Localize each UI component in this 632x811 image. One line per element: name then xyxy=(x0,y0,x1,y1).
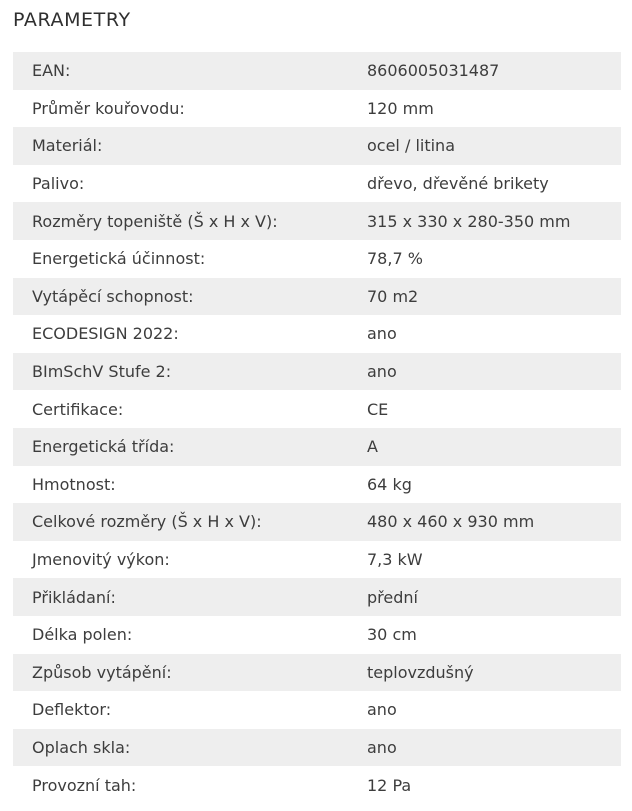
parameter-label: Energetická třída: xyxy=(32,437,175,457)
parameter-value: 8606005031487 xyxy=(367,61,500,81)
parameter-label: Přikládaní: xyxy=(32,587,116,607)
parameter-value: 64 kg xyxy=(367,474,412,494)
table-row xyxy=(13,278,621,316)
parameters-table xyxy=(13,52,621,804)
table-row xyxy=(13,766,621,804)
table-row xyxy=(13,616,621,654)
parameter-label: Jmenovitý výkon: xyxy=(32,550,170,570)
parameter-value: ano xyxy=(367,362,397,382)
table-row xyxy=(13,428,621,466)
parameter-value: A xyxy=(367,437,378,457)
table-row xyxy=(13,691,621,729)
parameter-label: ECODESIGN 2022: xyxy=(32,324,179,344)
table-row xyxy=(13,654,621,692)
parameter-label: Hmotnost: xyxy=(32,474,116,494)
table-row xyxy=(13,52,621,90)
parameter-label: Délka polen: xyxy=(32,625,133,645)
parameter-value: CE xyxy=(367,399,389,419)
section-title: PARAMETRY xyxy=(13,9,131,31)
parameter-label: Materiál: xyxy=(32,136,103,156)
parameter-value: dřevo, dřevěné brikety xyxy=(367,174,549,194)
parameter-label: Deflektor: xyxy=(32,700,112,720)
parameter-label: Oplach skla: xyxy=(32,737,131,757)
parameter-value: 315 x 330 x 280-350 mm xyxy=(367,211,571,231)
parameter-label: Certifikace: xyxy=(32,399,124,419)
parameter-label: Způsob vytápění: xyxy=(32,662,172,682)
parameter-label: Celkové rozměry (Š x H x V): xyxy=(32,512,262,532)
table-row xyxy=(13,165,621,203)
parameter-value: teplovzdušný xyxy=(367,662,474,682)
table-row xyxy=(13,202,621,240)
table-row xyxy=(13,390,621,428)
table-row xyxy=(13,353,621,391)
parameter-label: EAN: xyxy=(32,61,71,81)
table-row xyxy=(13,466,621,504)
table-row xyxy=(13,90,621,128)
parameter-value: 30 cm xyxy=(367,625,417,645)
parameter-value: 480 x 460 x 930 mm xyxy=(367,512,535,532)
parameter-value: 120 mm xyxy=(367,98,434,118)
table-row xyxy=(13,315,621,353)
parameter-label: Vytápěcí schopnost: xyxy=(32,286,194,306)
parameter-label: Energetická účinnost: xyxy=(32,249,206,269)
table-row xyxy=(13,127,621,165)
table-row xyxy=(13,541,621,579)
parameter-value: 78,7 % xyxy=(367,249,423,269)
parameter-label: Provozní tah: xyxy=(32,775,137,795)
table-row xyxy=(13,240,621,278)
parameter-label: BImSchV Stufe 2: xyxy=(32,362,172,382)
parameter-value: ano xyxy=(367,737,397,757)
parameter-label: Rozměry topeniště (Š x H x V): xyxy=(32,211,278,231)
parameter-value: ano xyxy=(367,324,397,344)
parameter-value: ocel / litina xyxy=(367,136,455,156)
parameter-value: 70 m2 xyxy=(367,286,419,306)
parameter-value: ano xyxy=(367,700,397,720)
table-row xyxy=(13,729,621,767)
table-row xyxy=(13,503,621,541)
parameter-value: 7,3 kW xyxy=(367,550,423,570)
table-row xyxy=(13,578,621,616)
parameter-value: 12 Pa xyxy=(367,775,412,795)
parameter-value: přední xyxy=(367,587,418,607)
parameter-label: Průměr kouřovodu: xyxy=(32,98,185,118)
parameter-label: Palivo: xyxy=(32,174,85,194)
